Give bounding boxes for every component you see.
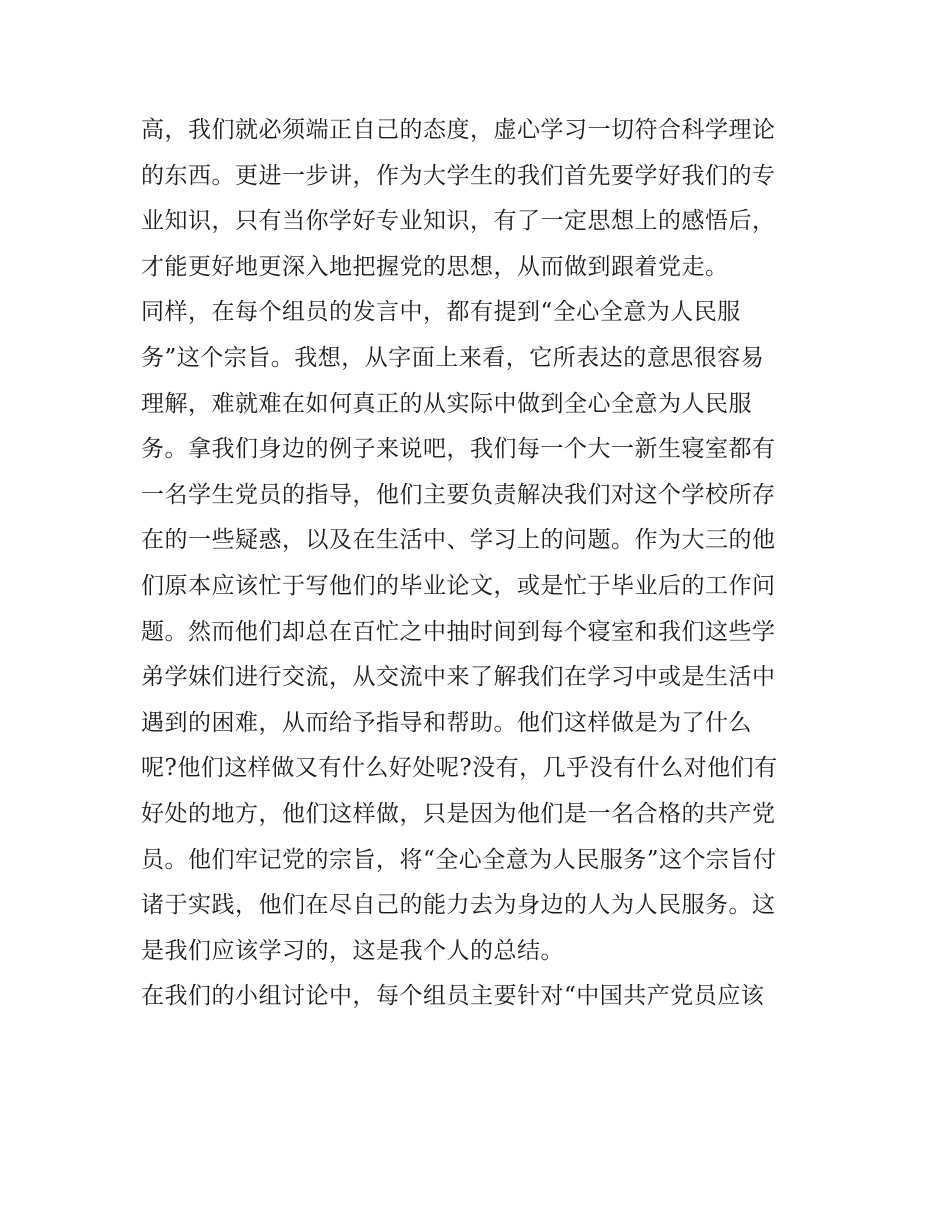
text-line: 业知识，只有当你学好专业知识，有了一定思想上的感悟后， [141, 208, 776, 235]
text-line: 理解，难就难在如何真正的从实际中做到全心全意为人民服 [141, 390, 752, 417]
text-line: 在的一些疑惑，以及在生活中、学习上的问题。作为大三的他 [141, 527, 776, 554]
text-line: 员。他们牢记党的宗旨，将“全心全意为人民服务”这个宗旨付 [141, 846, 777, 873]
text-line: 遇到的困难，从而给予指导和帮助。他们这样做是为了什么 [141, 709, 752, 736]
text-line: 高，我们就必须端正自己的态度，虚心学习一切符合科学理论 [141, 117, 776, 143]
text-line: 们原本应该忙于写他们的毕业论文，或是忙于毕业后的工作问 [141, 572, 776, 599]
text-line: 题。然而他们却总在百忙之中抽时间到每个寝室和我们这些学 [141, 618, 776, 645]
text-line: 的东西。更进一步讲，作为大学生的我们首先要学好我们的专 [141, 162, 776, 189]
text-line: 务”这个宗旨。我想，从字面上来看，它所表达的意思很容易 [141, 344, 765, 371]
text-line: 弟学妹们进行交流，从交流中来了解我们在学习中或是生活中 [141, 664, 776, 691]
text-line: 诸于实践，他们在尽自己的能力去为身边的人为人民服务。这 [141, 892, 776, 919]
text-line: 务。拿我们身边的例子来说吧，我们每一个大一新生寝室都有 [141, 436, 776, 463]
text-line: 才能更好地更深入地把握党的思想，从而做到跟着党走。 [141, 253, 729, 280]
text-line: 呢?他们这样做又有什么好处呢?没有，几乎没有什么对他们有 [141, 755, 778, 782]
text-line: 同样，在每个组员的发言中，都有提到“全心全意为人民服 [141, 299, 741, 326]
text-line: 好处的地方，他们这样做，只是因为他们是一名合格的共产党 [141, 800, 776, 827]
text-line: 一名学生党员的指导，他们主要负责解决我们对这个学校所存 [141, 481, 776, 508]
document-body [141, 108, 821, 1020]
text-line: 在我们的小组讨论中，每个组员主要针对“中国共产党员应该 [141, 983, 765, 1010]
text-line: 是我们应该学习的，这是我个人的总结。 [141, 937, 564, 964]
